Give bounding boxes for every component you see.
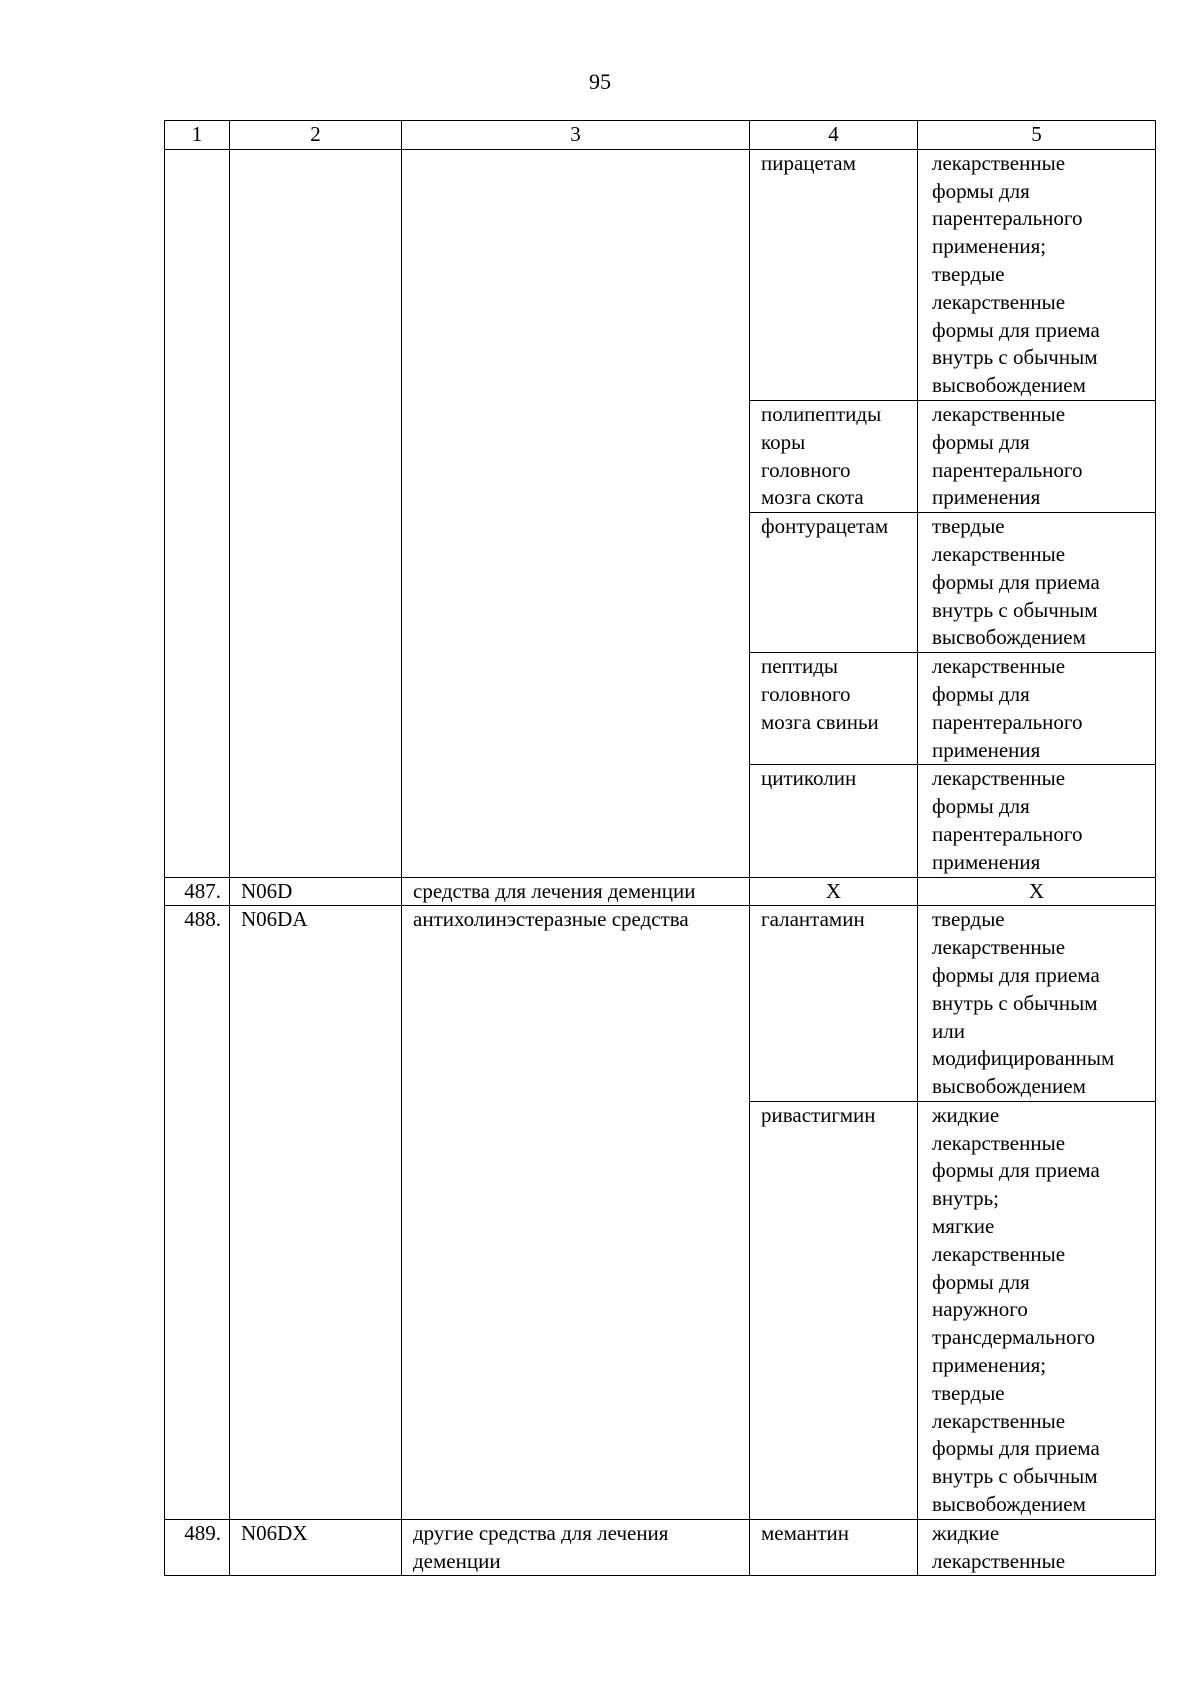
- drug-name-cell: полипептиды коры головного мозга скота: [750, 400, 918, 512]
- drug-name-cell: мемантин: [750, 1519, 918, 1576]
- row-number-cell: 489.: [165, 1519, 230, 1576]
- row-number-cell: 487.: [165, 877, 230, 906]
- column-header-4: 4: [750, 121, 918, 150]
- drug-name-cell: пирацетам: [750, 149, 918, 400]
- group-name-cell: средства для лечения деменции: [402, 877, 750, 906]
- drug-name-cell: галантамин: [750, 906, 918, 1102]
- dosage-forms-cell: твердые лекарственные формы для приема внутрь с обычным или модифицированным высвобождением: [918, 906, 1156, 1102]
- atc-code-cell: N06DA: [230, 906, 402, 1520]
- dosage-forms-cell: лекарственные формы для парентерального применения: [918, 400, 1156, 512]
- atc-code-cell: N06DX: [230, 1519, 402, 1576]
- drug-name-cell: ривастигмин: [750, 1101, 918, 1519]
- atc-code-cell: [230, 149, 402, 877]
- column-header-5: 5: [918, 121, 1156, 150]
- drug-name-cell: цитиколин: [750, 765, 918, 877]
- table-row: [165, 149, 1156, 400]
- table-header-row: [165, 121, 1156, 150]
- drug-list-table: [164, 120, 1156, 1576]
- group-name-cell: другие средства для лечения деменции: [402, 1519, 750, 1576]
- row-number-cell: [165, 149, 230, 877]
- dosage-forms-cell: лекарственные формы для парентерального применения: [918, 653, 1156, 765]
- dosage-forms-cell: Х: [918, 877, 1156, 906]
- dosage-forms-cell: твердые лекарственные формы для приема внутрь с обычным высвобождением: [918, 513, 1156, 653]
- row-number-cell: 488.: [165, 906, 230, 1520]
- drug-name-cell: Х: [750, 877, 918, 906]
- group-name-cell: антихолинэстеразные средства: [402, 906, 750, 1520]
- drug-name-cell: фонтурацетам: [750, 513, 918, 653]
- atc-code-cell: N06D: [230, 877, 402, 906]
- page-number: 95: [589, 69, 611, 94]
- table-row: [165, 906, 1156, 1102]
- table-row: [165, 877, 1156, 906]
- dosage-forms-cell: жидкие лекарственные: [918, 1519, 1156, 1576]
- column-header-3: 3: [402, 121, 750, 150]
- column-header-1: 1: [165, 121, 230, 150]
- drug-name-cell: пептиды головного мозга свиньи: [750, 653, 918, 765]
- table-row: [165, 1519, 1156, 1576]
- dosage-forms-cell: лекарственные формы для парентерального применения; твердые лекарственные формы для приема внутрь с обычным высвобождением: [918, 149, 1156, 400]
- group-name-cell: [402, 149, 750, 877]
- dosage-forms-cell: лекарственные формы для парентерального применения: [918, 765, 1156, 877]
- dosage-forms-cell: жидкие лекарственные формы для приема внутрь; мягкие лекарственные формы для наружного трансдермального применения; твердые лекарственные формы для приема внутрь с обычным высвобождением: [918, 1101, 1156, 1519]
- column-header-2: 2: [230, 121, 402, 150]
